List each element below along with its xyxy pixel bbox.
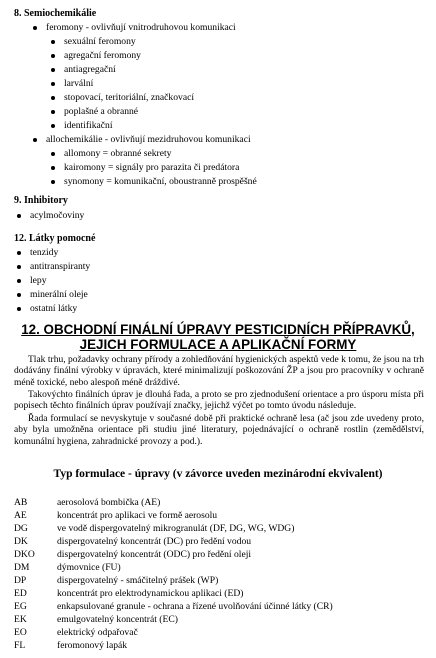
- code-cell: AE: [14, 510, 27, 521]
- table-row: [14, 627, 138, 638]
- list-item: lepy: [30, 275, 47, 286]
- list-item: identifikační: [64, 120, 113, 131]
- code-cell: AB: [14, 497, 28, 508]
- code-cell: DG: [14, 523, 28, 534]
- table-row: [14, 549, 251, 560]
- code-cell: FL: [14, 640, 26, 651]
- paragraph-note: Řada formulací se nevyskytuje v současné době při praktické ochraně lesa (ač jsou zde uvedeny proto, aby byla umožněna orientace při studiu jiné literatury, pojednávající o ochraně rostlin (zemědělství, komunální hygiena, zahradnické provozy a pod.).: [14, 414, 424, 447]
- table-row: [14, 614, 178, 625]
- desc-cell: dýmovnice (FU): [57, 562, 121, 573]
- desc-cell: emulgovatelný koncentrát (EC): [57, 614, 178, 625]
- list-item: ostatní látky: [30, 303, 78, 314]
- section-title-semiochemicals: 8. Semiochemikálie: [14, 8, 97, 19]
- code-cell: DM: [14, 562, 30, 573]
- table-row: [14, 510, 217, 521]
- code-cell: EK: [14, 614, 27, 625]
- list-item: tenzidy: [30, 247, 59, 258]
- list-item: larvální: [64, 78, 94, 89]
- section-title-inhibitors: 9. Inhibitory: [14, 195, 68, 206]
- list-item: antiagregační: [64, 64, 116, 75]
- table-row: [14, 536, 251, 547]
- chapter-title-line2: JEJICH FORMULACE A APLIKAČNÍ FORMY: [79, 337, 357, 352]
- table-heading: Typ formulace - úpravy (v závorce uveden mezinárodní ekvivalent): [53, 468, 383, 480]
- desc-cell: koncentrát pro aplikaci ve formě aerosolu: [57, 510, 218, 521]
- list-item: agregační feromony: [64, 50, 141, 61]
- desc-cell: elektrický odpařovač: [57, 627, 138, 638]
- table-row: [14, 497, 160, 508]
- table-row: [14, 640, 127, 651]
- list-item: stopovací, teritoriální, značkovací: [64, 92, 194, 103]
- desc-cell: dispergovatelný koncentrát (DC) pro ředění vodou: [57, 536, 252, 547]
- code-cell: ED: [14, 588, 27, 599]
- list-item: acylmočoviny: [30, 210, 85, 221]
- desc-cell: dispergovatelný koncentrát (ODC) pro ředění oleji: [57, 549, 252, 560]
- table-row: [14, 575, 218, 586]
- desc-cell: dispergovatelný - smáčitelný prášek (WP): [57, 575, 219, 586]
- section-title-auxiliary: 12. Látky pomocné: [14, 233, 96, 244]
- desc-cell: enkapsulované granule - ochrana a řízené uvolňování účinné látky (CR): [57, 601, 333, 612]
- list-item: sexuální feromony: [64, 36, 136, 47]
- desc-cell: aerosolová bombička (AE): [57, 497, 161, 508]
- desc-cell: feromonový lapák: [57, 640, 128, 651]
- list-item: feromony - ovlivňují vnitrodruhovou komunikaci: [46, 22, 236, 33]
- list-item: poplašné a obranné: [64, 106, 139, 117]
- code-cell: DK: [14, 536, 28, 547]
- list-item: allochemikálie - ovlivňují mezidruhovou komunikaci: [46, 134, 251, 145]
- list-item: minerální oleje: [30, 289, 88, 300]
- paragraph-intro: Tlak trhu, požadavky ochrany přírody a zohledňování hygienických aspektů vede k tomu, že jsou na trh dodávány finální výrobky v úpravách, které minimalizují poškozování ŽP a jsou pro pracovníky v ochraně méně toxické, nebo alespoň méně dráždivé.: [14, 355, 424, 388]
- desc-cell: koncentrát pro elektrodynamickou aplikaci (ED): [57, 588, 244, 599]
- list-item: antitranspiranty: [30, 261, 91, 272]
- table-row: [14, 562, 121, 573]
- list-item: allomony = obranné sekrety: [64, 148, 172, 159]
- desc-cell: ve vodě dispergovatelný mikrogranulát (DF, DG, WG, WDG): [57, 523, 295, 534]
- code-cell: DKO: [14, 549, 35, 560]
- code-cell: DP: [14, 575, 27, 586]
- paragraph-abbreviations: Takovýchto finálních úprav je dlouhá řada, a proto se pro zjednodušení orientace a pro úsporu místa při popisech těchto finálních úprav používají značky, jejichž výčet po tomto úvodu následuje.: [14, 390, 424, 412]
- code-cell: EO: [14, 627, 27, 638]
- list-item: kairomony = signály pro parazita či predátora: [64, 162, 240, 173]
- table-row: [14, 588, 243, 599]
- table-row: [14, 523, 294, 534]
- list-item: synomony = komunikační, oboustranně prospěšné: [64, 176, 257, 187]
- code-cell: EG: [14, 601, 27, 612]
- chapter-title-line1: 12. OBCHODNÍ FINÁLNÍ ÚPRAVY PESTICIDNÍCH PŘÍPRAVKŮ,: [21, 322, 415, 337]
- table-row: [14, 601, 333, 612]
